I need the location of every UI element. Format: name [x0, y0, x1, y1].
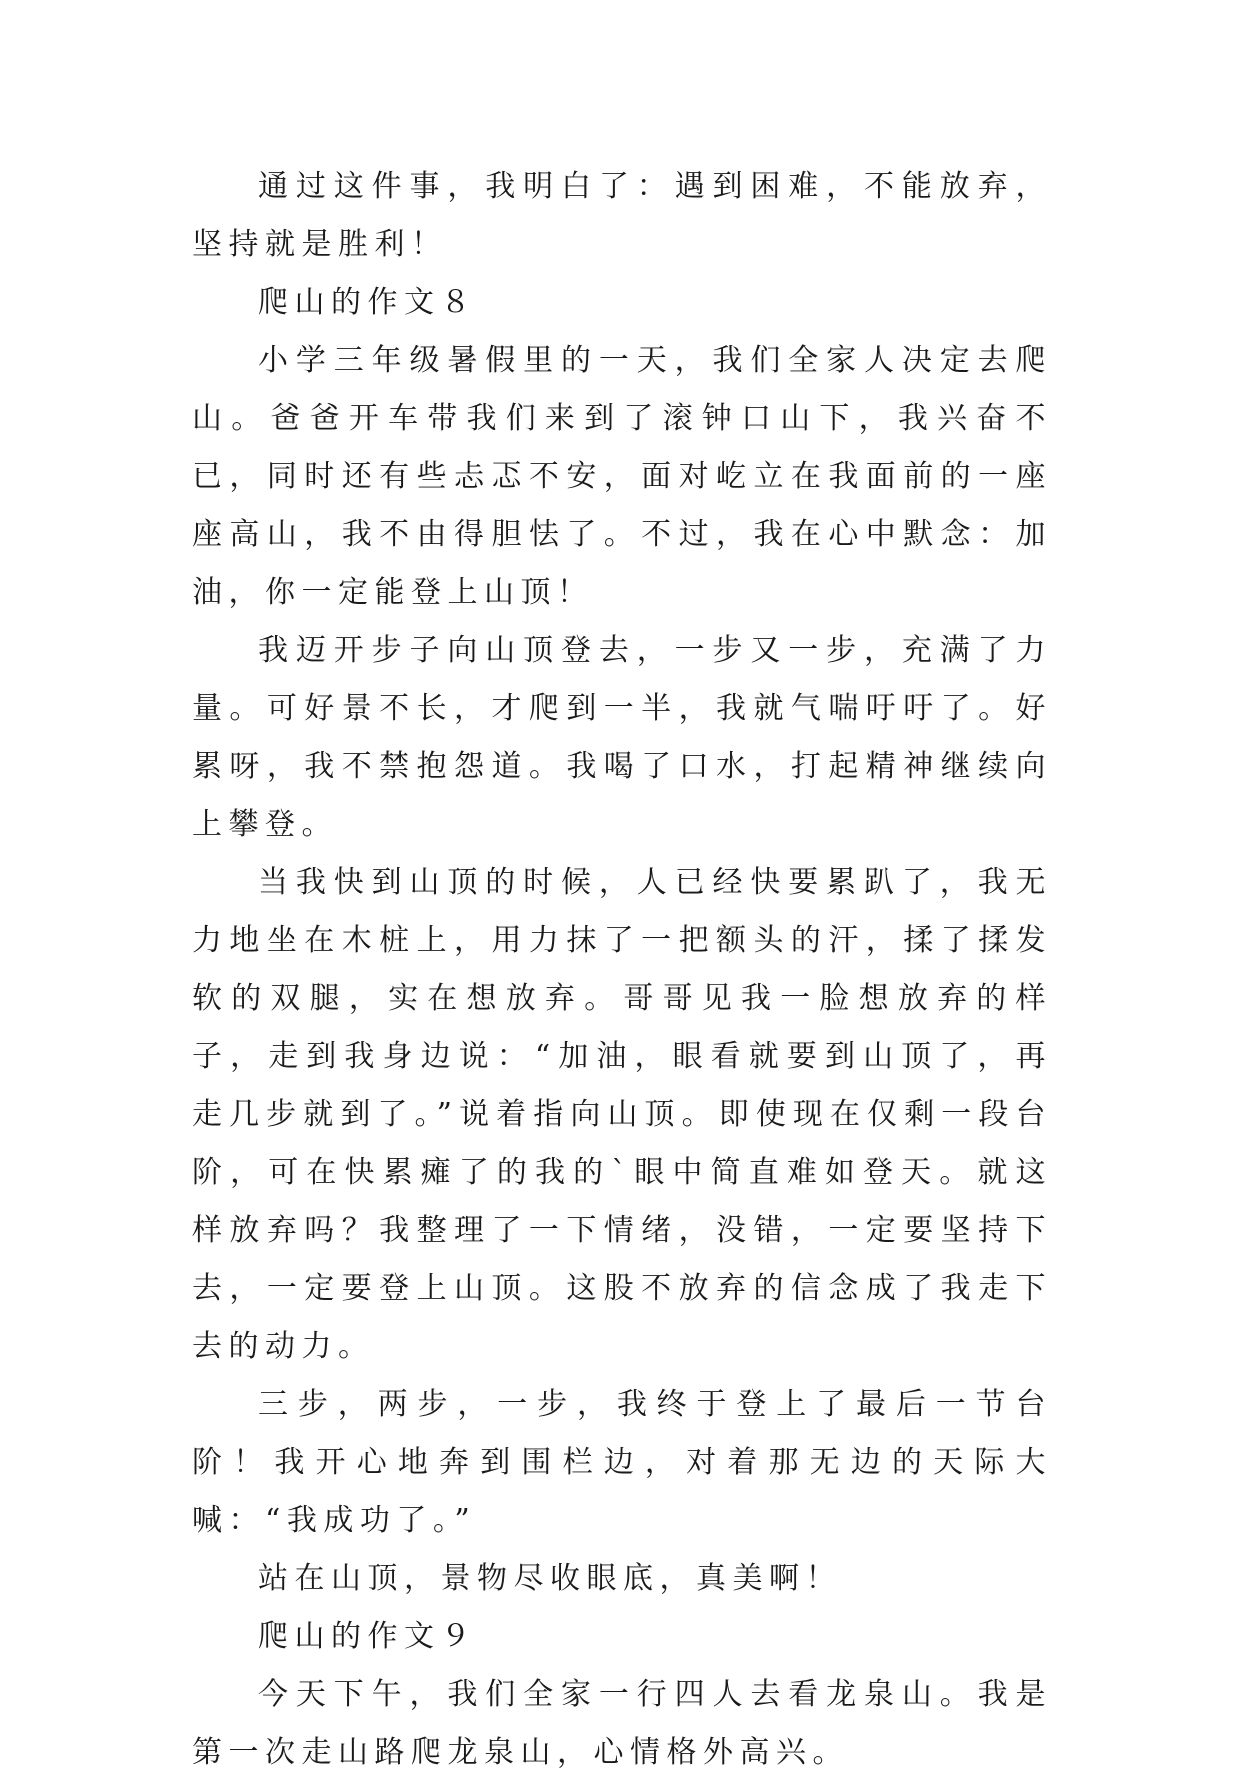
paragraph-climbing: 我迈开步子向山顶登去，一步又一步，充满了力量。可好景不长，才爬到一半，我就气喘吁吁了。好累呀，我不禁抱怨道。我喝了口水，打起精神继续向上攀登。	[192, 633, 1052, 842]
paragraph-intro: 小学三年级暑假里的一天，我们全家人决定去爬山。爸爸开车带我们来到了滚钟口山下，我兴奋不已，同时还有些忐忑不安，面对屹立在我面前的一座座高山，我不由得胆怯了。不过，我在心中默念：加油，你一定能登上山顶！	[192, 343, 1052, 610]
essay-heading-8: 爬山的作文８	[258, 285, 477, 320]
paragraph-near-summit: 当我快到山顶的时候，人已经快要累趴了，我无力地坐在木桩上，用力抹了一把额头的汗，揉了揉发软的双腿，实在想放弃。哥哥见我一脸想放弃的样子，走到我身边说：“加油，眼看就要到山顶了，再走几步就到了。”说着指向山顶。即使现在仅剩一段台阶，可在快累瘫了的我的`眼中简直难如登天。就这样放弃吗？我整理了一下情绪，没错，一定要坚持下去，一定要登上山顶。这股不放弃的信念成了我走下去的动力。	[192, 865, 1052, 1364]
document-page	[192, 158, 1052, 1782]
essay-heading-9: 爬山的作文９	[258, 1619, 477, 1654]
paragraph-conclusion: 通过这件事，我明白了：遇到困难，不能放弃，坚持就是胜利！	[192, 169, 1052, 262]
paragraph-longquan: 今天下午，我们全家一行四人去看龙泉山。我是第一次走山路爬龙泉山，心情格外高兴。	[192, 1677, 1052, 1770]
paragraph-final-steps: 三步，两步，一步，我终于登上了最后一节台阶！我开心地奔到围栏边，对着那无边的天际大喊：“我成功了。”	[192, 1387, 1052, 1538]
paragraph-summit-view: 站在山顶，景物尽收眼底，真美啊！	[258, 1561, 842, 1596]
